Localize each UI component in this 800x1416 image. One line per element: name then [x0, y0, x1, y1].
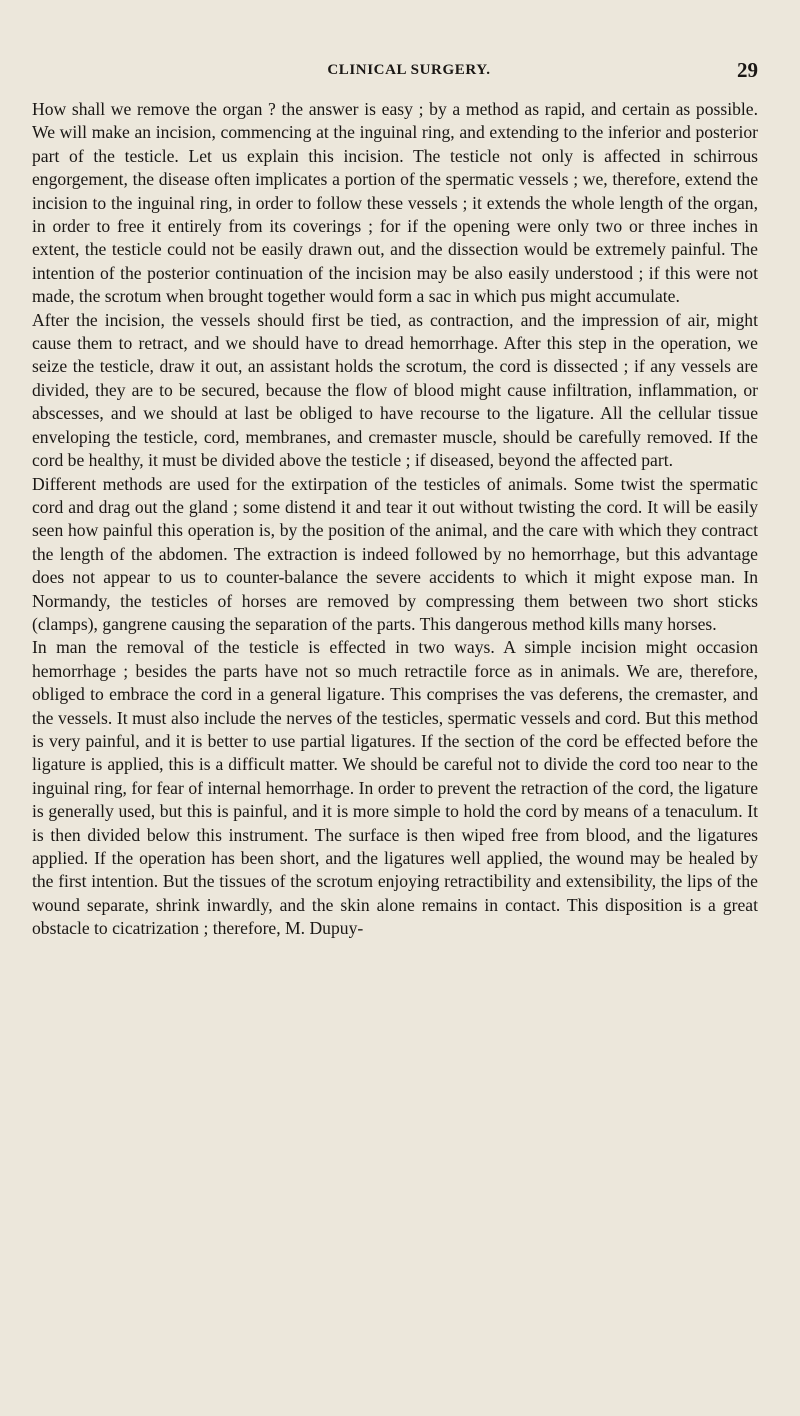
- body-text: [32, 98, 758, 941]
- paragraph-removal-in-man: In man the removal of the testicle is effected in two ways. A simple incision might occasion hemorrhage ; besides the parts have not so much retractile force as in animals. We are, therefore, obliged to embrace the cord in a general ligature. This comprises the vas deferens, the cremaster, and the vessels. It must also include the nerves of the testicles, spermatic vessels and cord. But this method is very painful, and it is better to use partial ligatures. If the section of the cord be effected before the ligature is applied, this is a difficult matter. We should be careful not to divide the cord too near to the inguinal ring, for fear of internal hemorrhage. In order to prevent the retraction of the cord, the ligature is generally used, but this is painful, and it is more simple to hold the cord by means of a tenaculum. It is then divided below this instrument. The surface is then wiped free from blood, and the ligatures applied. If the operation has been short, and the ligatures well applied, the wound may be healed by the first intention. But the tissues of the scrotum enjoying retractibility and extensibility, the lips of the wound separate, shrink inwardly, and the skin alone remains in contact. This disposition is a great obstacle to cicatrization ; therefore, M. Dupuy-: [32, 637, 758, 939]
- paragraph-after-incision: After the incision, the vessels should first be tied, as contraction, and the impression of air, might cause them to retract, and we should have to dread hemorrhage. After this step in the operation, we seize the testicle, draw it out, an assistant holds the scrotum, the cord is dissected ; if any vessels are divided, they are to be secured, because the flow of blood might cause infiltration, inflammation, or abscesses, and we should at last be obliged to have recourse to the ligature. All the cellular tissue enveloping the testicle, cord, membranes, and cremaster muscle, should be carefully removed. If the cord be healthy, it must be divided above the testicle ; if diseased, beyond the affected part.: [32, 309, 758, 471]
- page-number: 29: [737, 58, 758, 82]
- paragraph-removal-method: How shall we remove the organ ? the answer is easy ; by a method as rapid, and certain as possible. We will make an incision, commencing at the inguinal ring, and extending to the inferior and posterior part of the testicle. Let us explain this incision. The testicle not only is affected in schirrous engorgement, the disease often implicates a portion of the spermatic vessels ; we, therefore, extend the incision to the inguinal ring, in order to follow these vessels ; it extends the whole length of the organ, in order to free it entirely from its coverings ; for if the opening were only two or three inches in extent, the testicle could not be easily drawn out, and the dissection would be extremely painful. The intention of the posterior continuation of the incision may be also easily understood ; if this were not made, the scrotum when brought together would form a sac in which pus might accumulate.: [32, 99, 758, 307]
- paragraph-animal-methods: Different methods are used for the extirpation of the testicles of animals. Some twist the spermatic cord and drag out the gland ; some distend it and tear it out without twisting the cord. It will be easily seen how painful this operation is, by the position of the animal, and the care with which they contract the length of the abdomen. The extraction is indeed followed by no hemorrhage, but this advantage does not appear to us to counter-balance the severe accidents to which it might expose man. In Normandy, the testicles of horses are removed by compressing them between two short sticks (clamps), gangrene causing the separation of the parts. This dangerous method kills many horses.: [32, 473, 758, 634]
- running-title: CLINICAL SURGERY.: [327, 62, 491, 78]
- running-head: [60, 58, 758, 84]
